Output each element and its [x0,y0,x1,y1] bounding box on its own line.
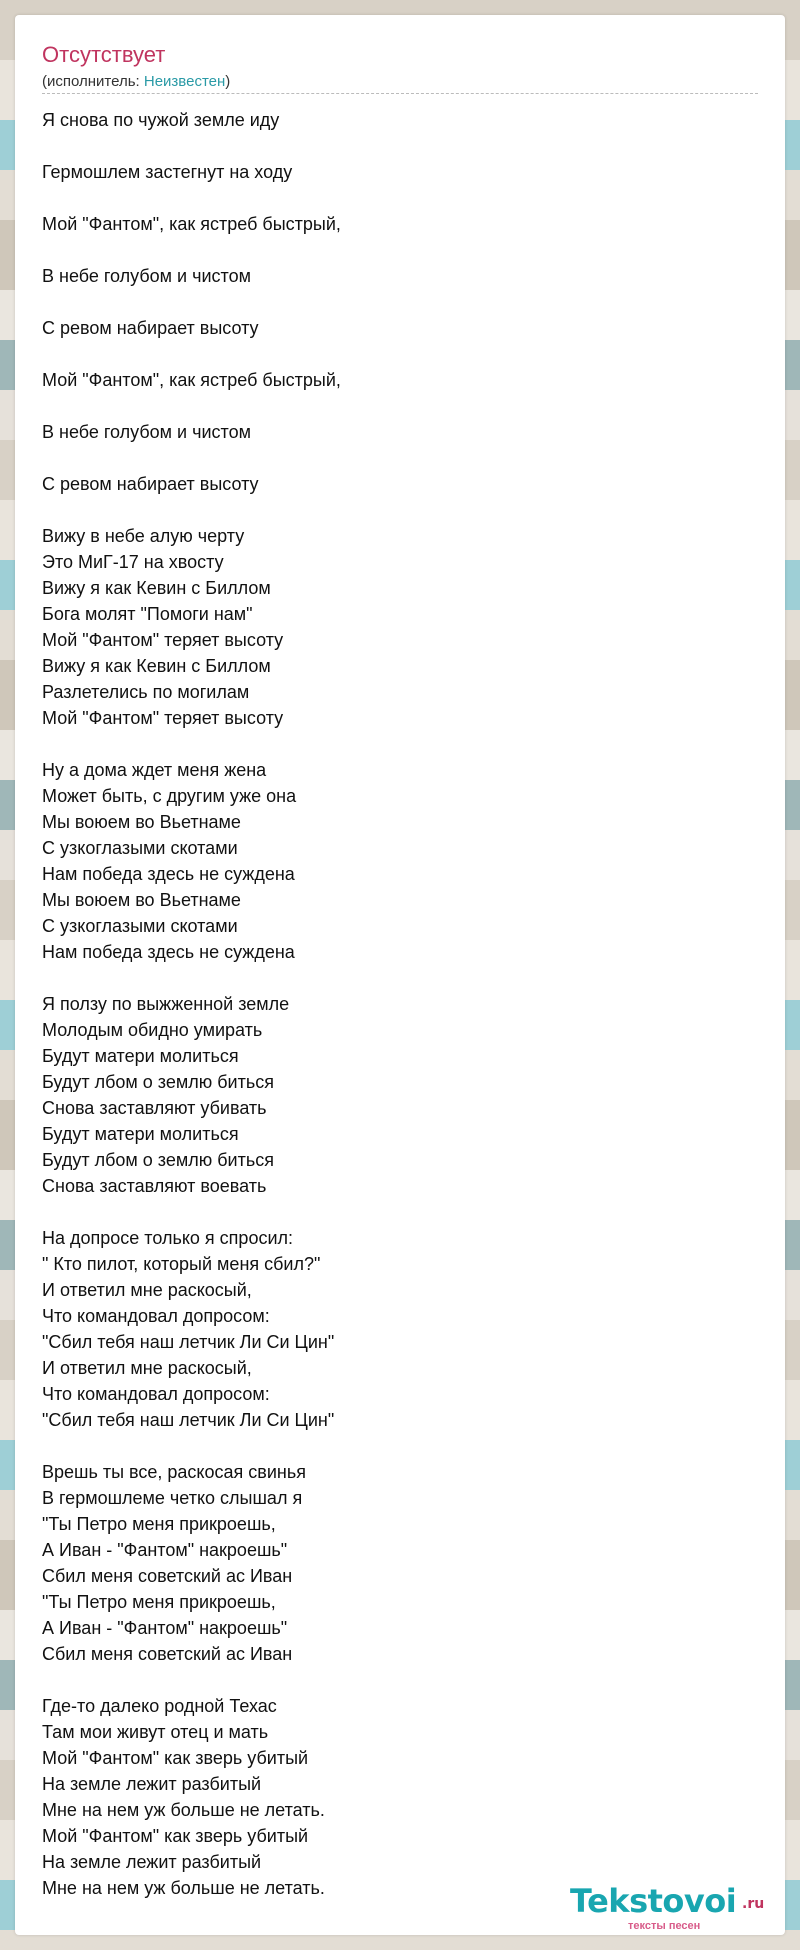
logo-wordmark: Tekstovoi [570,1882,737,1920]
meta-suffix: ) [225,73,231,90]
logo-tld: .ru [742,1896,765,1912]
artist-link[interactable]: Неизвестен [143,73,226,90]
song-meta [42,73,230,90]
meta-prefix: (исполнитель: [42,73,144,90]
title-divider [42,93,758,94]
song-title: Отсутствует [42,42,166,67]
lyrics-text: Я снова по чужой земле иду Гермошлем застегнут на ходу Мой "Фантом", как ястреб быстрый, В небе голубом и чистом С ревом набирает высоту Мой "Фантом", как ястреб быстрый, В небе голубом и чистом С ревом набирает высоту Вижу в небе алую черту Это МиГ-17 на хвосту Вижу я как Кевин с Биллом Бога молят "Помоги нам" Мой "Фантом" теряет высоту Вижу я как Кевин с Биллом Разлетелись по могилам Мой "Фантом" теряет высоту Ну а дома ждет меня жена Может быть, с другим уже она Мы воюем во Вьетнаме С узкоглазыми скотами Нам победа здесь не суждена Мы воюем во Вьетнаме С узкоглазыми скотами Нам победа здесь не суждена Я ползу по выжженной земле Молодым обидно умирать Будут матери молиться Будут лбом о землю биться Снова заставляют убивать Будут матери молиться Будут лбом о землю биться Снова заставляют воевать На допросе только я спросил: " Кто пилот, который меня сбил?" И ответил мне раскосый, Что командовал допросом: "Сбил тебя наш летчик Ли Си Цин" И ответил мне раскосый, Что командовал допросом: "Сбил тебя наш летчик Ли Си Цин" Врешь ты все, раскосая свинья В гермошлеме четко слышал я "Ты Петро меня прикроешь, А Иван - "Фантом" накроешь" Сбил меня советский ас Иван "Ты Петро меня прикроешь, А Иван - "Фантом" накроешь" Сбил меня советский ас Иван Где-то далеко родной Техас Там мои живут отец и мать Мой "Фантом" как зверь убитый На земле лежит разбитый Мне на нем уж больше не летать. Мой "Фантом" как зверь убитый На земле лежит разбитый Мне на нем уж больше не летать. [42,110,341,1898]
site-logo[interactable] [570,1882,770,1930]
logo-tagline: тексты песен [628,1920,701,1932]
